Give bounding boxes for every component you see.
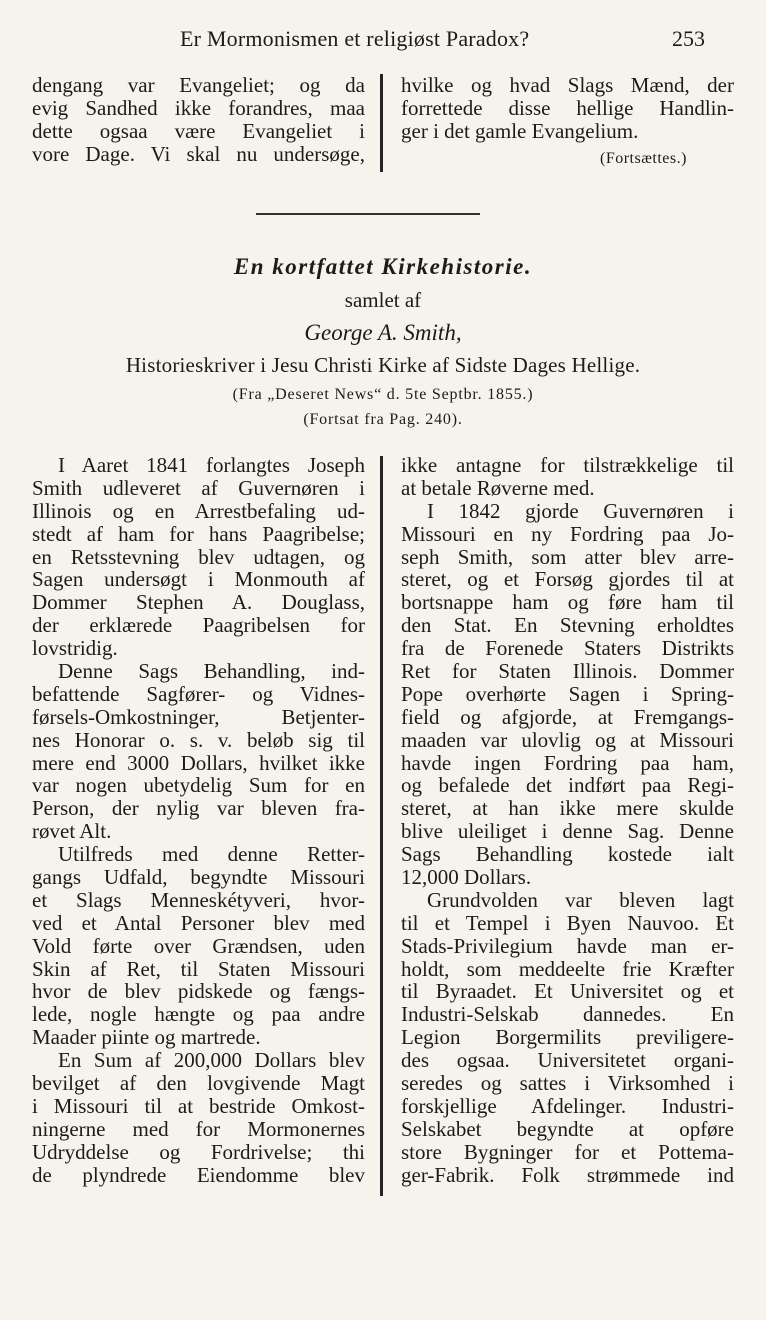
text-line: ikke antagne for tilstrækkelige til (401, 453, 734, 477)
text-line: fra de Forenede Staters Distrikts (401, 636, 734, 661)
text-line: Stads-Privilegium havde man er- (401, 933, 734, 958)
author-name: George A. Smith, (304, 320, 462, 345)
article-title: En kortfattet Kirkehistorie. (233, 254, 533, 279)
previous-article-left-column (32, 74, 365, 166)
text-line: I Aaret 1841 forlangtes Joseph (58, 453, 365, 477)
text-line: steret, at han ikke mere skulde (401, 796, 734, 821)
text-line: I 1842 gjorde Guvernøren i (427, 498, 734, 523)
text-line: gangs Udfald, begyndte Missouri (32, 865, 365, 890)
text-line: Ret for Staten Illinois. Dommer (401, 659, 734, 684)
text-line: steret, og et Forsøg gjordes til at (401, 567, 734, 592)
column-divider (380, 456, 383, 1196)
text-line: dengang var Evangeliet; og da (32, 73, 365, 97)
text-line: ger-Fabrik. Folk strømmede ind (401, 1162, 734, 1187)
text-line: Selskabet begyndte at opføre (401, 1116, 734, 1141)
section-divider (256, 213, 480, 215)
continued-note: (Fortsættes.) (600, 150, 687, 167)
text-line: Industri-Selskab dannedes. En (401, 1002, 734, 1027)
text-line: hvor de blev pidskede og fængs- (32, 979, 365, 1004)
text-line: der erklærede Paagribelsen for (32, 613, 365, 638)
text-line: Maader piinte og martrede. (32, 1025, 261, 1050)
text-line: store Bygninger for et Pottema- (401, 1139, 734, 1164)
text-line: at betale Røverne med. (401, 475, 595, 500)
text-line: evig Sandhed ikke forandres, maa (32, 95, 365, 120)
text-line: Person, der nylig var bleven fra- (32, 796, 365, 821)
text-line: Dommer Stephen A. Douglass, (32, 590, 365, 615)
text-line: Vold førte over Grændsen, uden (32, 933, 365, 958)
text-line: forrettede disse hellige Handlin- (401, 95, 734, 120)
text-line: røvet Alt. (32, 819, 112, 844)
text-line: forskjellige Afdelinger. Industri- (401, 1093, 734, 1118)
text-line: førsels-Omkostninger, Betjenter- (32, 704, 365, 729)
running-header (0, 26, 766, 60)
text-line: Smith udleveret af Guvernøren i (32, 475, 365, 500)
text-line: lede, nogle hængte og paa andre (32, 1002, 365, 1027)
text-line: maaden var ulovlig og at Missouri (401, 727, 734, 752)
text-line: holdt, som meddeelte frie Kræfter (401, 956, 734, 981)
text-line: field og afgjorde, at Fremgangs- (401, 704, 734, 729)
text-line: nes Honorar o. s. v. beløb sig til (32, 727, 365, 752)
text-line: des ogsaa. Universitetet organi- (401, 1048, 734, 1073)
text-line: en Retsstevning blev udtagen, og (32, 544, 365, 569)
text-line: lovstridig. (32, 636, 118, 661)
text-line: ved et Antal Personer blev med (32, 910, 365, 935)
text-line: Skin af Ret, til Staten Missouri (32, 956, 365, 981)
text-line: dette ogsaa være Evangeliet i (32, 118, 365, 143)
text-line: bortsnappe ham og føre ham til (401, 590, 734, 615)
collected-by: samlet af (344, 288, 422, 312)
text-line: ger i det gamle Evangelium. (401, 118, 639, 143)
text-line: Missouri en ny Fordring paa Jo- (401, 521, 734, 546)
text-line: Udryddelse og Fordrivelse; thi (32, 1139, 365, 1164)
text-line: til Byraadet. Et Universitet og et (401, 979, 734, 1004)
column-divider (380, 74, 383, 172)
text-line: Legion Borgermilits previligere- (401, 1025, 734, 1050)
text-line: Illinois og en Arrestbefaling ud- (32, 498, 365, 523)
text-line: et Slags Menneskétyveri, hvor- (32, 887, 365, 912)
article-right-column (401, 454, 734, 1187)
source-note: (Fra „Deseret News“ d. 5te Septbr. 1855.) (232, 386, 534, 403)
text-line: havde ingen Fordring paa ham, (401, 750, 734, 775)
article-left-column (32, 454, 365, 1187)
text-line: Pope overhørte Sagen i Spring- (401, 681, 734, 706)
text-line: Sagen undersøgt i Monmouth af (32, 567, 365, 592)
text-line: stedt af ham for hans Paagribelse; (32, 521, 365, 546)
text-line: i Missouri til at bestride Omkost- (32, 1093, 365, 1118)
text-line: Sags Behandling kostede ialt (401, 842, 734, 867)
text-line: de plyndrede Eiendomme blev (32, 1162, 365, 1187)
text-line: seredes og sattes i Virksomhed i (401, 1071, 734, 1096)
page-number: 253 (672, 26, 705, 51)
text-line: og befalede det indført paa Regi- (401, 773, 734, 798)
text-line: En Sum af 200,000 Dollars blev (58, 1048, 365, 1073)
text-line: var nogen ubetydelig Sum for en (32, 773, 365, 798)
text-line: til et Tempel i Byen Nauvoo. Et (401, 910, 734, 935)
text-line: Grundvolden var bleven lagt (427, 887, 734, 912)
text-line: den Stat. En Stevning erholdtes (401, 613, 734, 638)
continued-from-note: (Fortsat fra Pag. 240). (303, 411, 463, 428)
text-line: bevilget af den lovgivende Magt (32, 1071, 365, 1096)
text-line: befattende Sagfører- og Vidnes- (32, 681, 365, 706)
text-line: seph Smith, som atter blev arre- (401, 544, 734, 569)
text-line: blive uleiliget i denne Sag. Denne (401, 819, 734, 844)
text-line: 12,000 Dollars. (401, 865, 532, 890)
text-line: mere end 3000 Dollars, hvilket ikke (32, 750, 365, 775)
running-title: Er Mormonismen et religiøst Paradox? (180, 26, 530, 51)
text-line: vore Dage. Vi skal nu undersøge, (32, 141, 365, 166)
text-line: Denne Sags Behandling, ind- (58, 659, 365, 684)
author-role: Historieskriver i Jesu Christi Kirke af Sidste Dages Hellige. (125, 353, 641, 377)
text-line: hvilke og hvad Slags Mænd, der (401, 73, 734, 97)
previous-article-right-column (401, 74, 734, 143)
text-line: ningerne med for Mormonernes (32, 1116, 365, 1141)
text-line: Utilfreds med denne Retter- (58, 842, 365, 867)
